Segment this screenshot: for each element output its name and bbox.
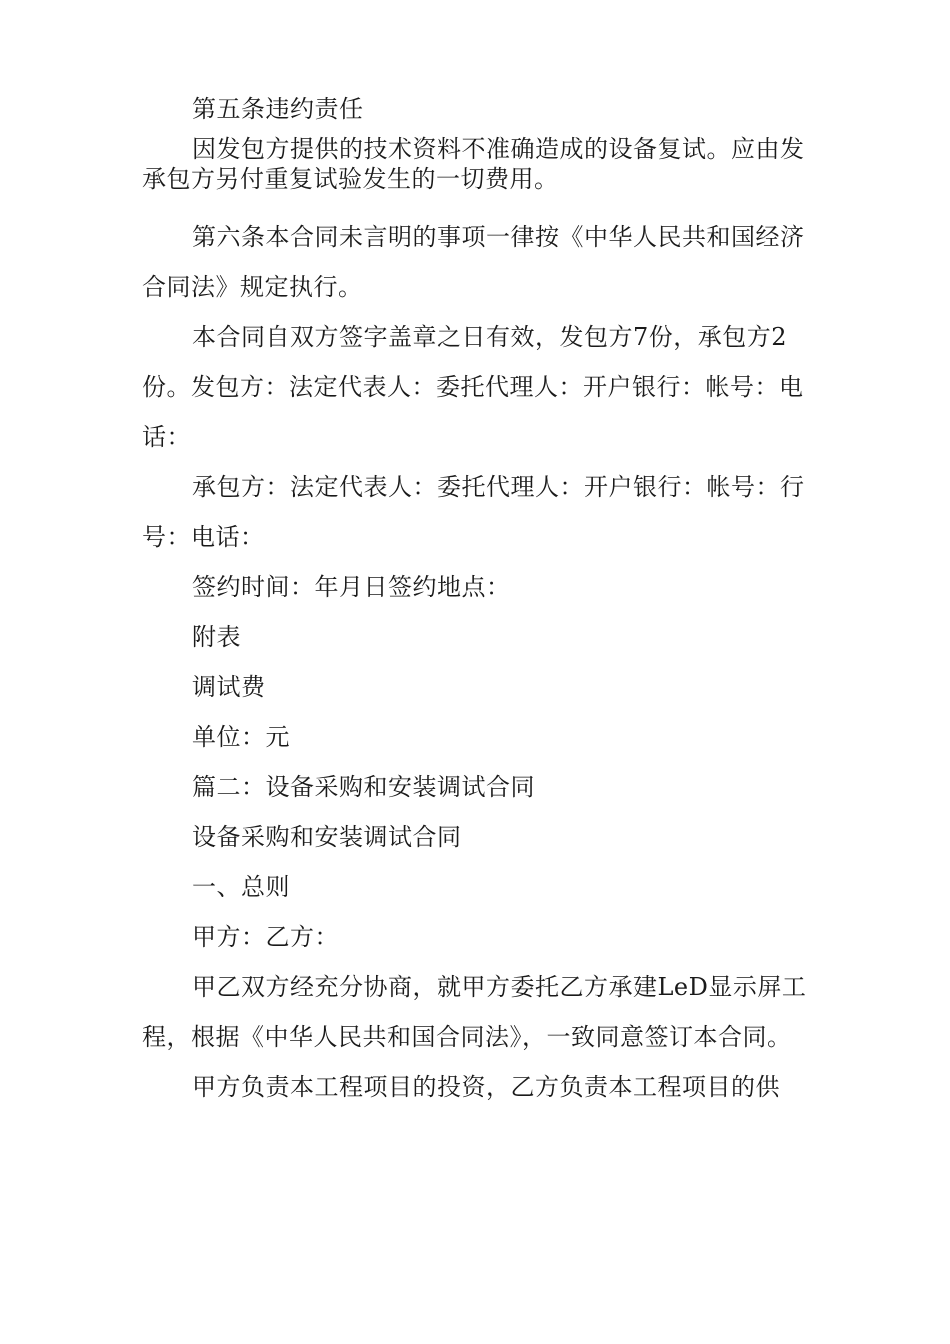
paragraph-contractor-info: 承包方：法定代表人：委托代理人：开户银行：帐号：行号：电话： bbox=[142, 473, 805, 551]
paragraph-breach-liability: 因发包方提供的技术资料不准确造成的设备复试。应由发承包方另付重复试验发生的一切费用。 bbox=[142, 135, 805, 193]
paragraph-chapter-2-title: 篇二：设备采购和安装调试合同 bbox=[192, 773, 535, 801]
paragraph-unit: 单位：元 bbox=[192, 723, 290, 751]
paragraph-signing-time: 签约时间：年月日签约地点： bbox=[192, 573, 511, 601]
paragraph-article-6: 第六条本合同未言明的事项一律按《中华人民共和国经济合同法》规定执行。 bbox=[142, 223, 805, 301]
paragraph-general-provisions: 一、总则 bbox=[192, 873, 290, 901]
paragraph-effectiveness: 本合同自双方签字盖章之日有效，发包方7份，承包方2份。发包方：法定代表人：委托代理人：开户银行：帐号：电话： bbox=[142, 323, 804, 451]
paragraph-contract-title: 设备采购和安装调试合同 bbox=[192, 823, 462, 851]
paragraph-agreement: 甲乙双方经充分协商，就甲方委托乙方承建LeD显示屏工程，根据《中华人民共和国合同法》，一致同意签订本合同。 bbox=[142, 973, 807, 1051]
paragraph-parties: 甲方：乙方： bbox=[192, 923, 339, 951]
paragraph-debug-fee: 调试费 bbox=[192, 673, 266, 701]
paragraph-attachment: 附表 bbox=[192, 623, 241, 651]
document-body bbox=[142, 84, 814, 1112]
paragraph-article-5-title: 第五条违约责任 bbox=[192, 95, 364, 123]
paragraph-responsibilities: 甲方负责本工程项目的投资，乙方负责本工程项目的供 bbox=[192, 1073, 780, 1101]
